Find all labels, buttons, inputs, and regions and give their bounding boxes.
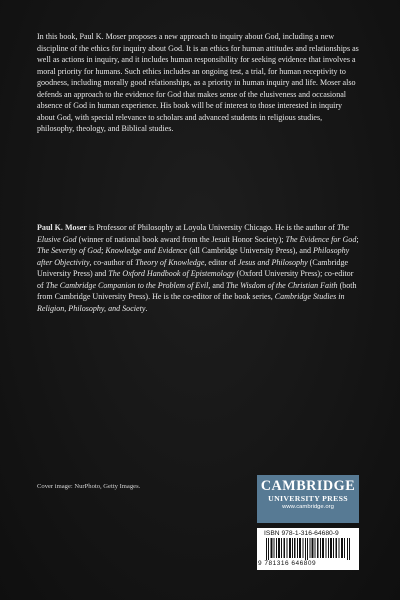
- author-name: Paul K. Moser: [37, 223, 87, 232]
- book-title: Philosophy after Objectivity: [37, 246, 350, 267]
- publisher-url: www.cambridge.org: [282, 504, 334, 510]
- isbn-label: ISBN 978-1-316-64680-9: [264, 530, 339, 537]
- bio-text: , co-author of: [89, 257, 136, 267]
- book-description: In this book, Paul K. Moser proposes a new approach to inquiry about God, including a new discipline of the ethics for inquiry about God. It is an ethics for human attitudes and relationships as well as actions in inquiry, and it includes human responsibility for seeking evidence that involves a moral priority for humans. Such ethics includes an ongoing test, a trial, for human receptivity to goodness, including morally good relationships, as a priority in human inquiry and life. Moser also defends an approach to the evidence for God that makes sense of the elusiveness and occasional absence of God in human experience. His book will be of interest to those interested in inquiry about God, with special relevance to scholars and advanced students in religious studies, philosophy, theology, and Biblical studies.: [37, 32, 359, 134]
- book-title: The Cambridge Companion to the Problem of Evil: [45, 280, 209, 290]
- book-title: The Oxford Handbook of Epistemology: [108, 269, 235, 279]
- bio-text: , editor of: [204, 257, 238, 267]
- author-biography: [37, 222, 361, 314]
- isbn-barcode-box: [257, 528, 359, 570]
- bio-text: , and: [208, 280, 227, 290]
- bio-text: is Professor of Philosophy at Loyola University Chicago. He is the author of: [86, 223, 337, 232]
- book-title: The Severity of God: [37, 246, 102, 256]
- publisher-name: CAMBRIDGE: [260, 478, 356, 494]
- bio-text: (Cambridge University Press) and: [37, 257, 349, 279]
- publisher-logo: [257, 475, 359, 523]
- bio-text: (Oxford University Press); co-editor of: [37, 269, 354, 290]
- barcode-digits: 9 781316 646809: [258, 560, 317, 567]
- book-title: Jesus and Philosophy: [237, 257, 308, 267]
- cover-image-credit: Cover image: NurPhoto, Getty Images.: [37, 483, 141, 490]
- barcode-icon: [266, 538, 352, 560]
- bio-text: ;: [101, 246, 106, 256]
- bio-text: ;: [356, 234, 359, 244]
- bio-text: (both from Cambridge University Press). He is the co-editor of the book series,: [37, 280, 357, 302]
- book-title: The Elusive God: [37, 223, 350, 244]
- bio-text: .: [145, 303, 148, 313]
- book-title: Knowledge and Evidence: [105, 246, 188, 256]
- bio-text: (all Cambridge University Press), and: [187, 246, 314, 256]
- publisher-subtitle: UNIVERSITY PRESS: [268, 494, 348, 503]
- series-title: Cambridge Studies in Religion, Philosophy, and Society: [37, 292, 345, 313]
- book-title: The Evidence for God: [285, 234, 357, 244]
- book-title: The Wisdom of the Christian Faith: [226, 280, 338, 290]
- bio-text: (winner of national book award from the Jesuit Honor Society);: [76, 234, 286, 244]
- book-title: Theory of Knowledge: [135, 257, 205, 267]
